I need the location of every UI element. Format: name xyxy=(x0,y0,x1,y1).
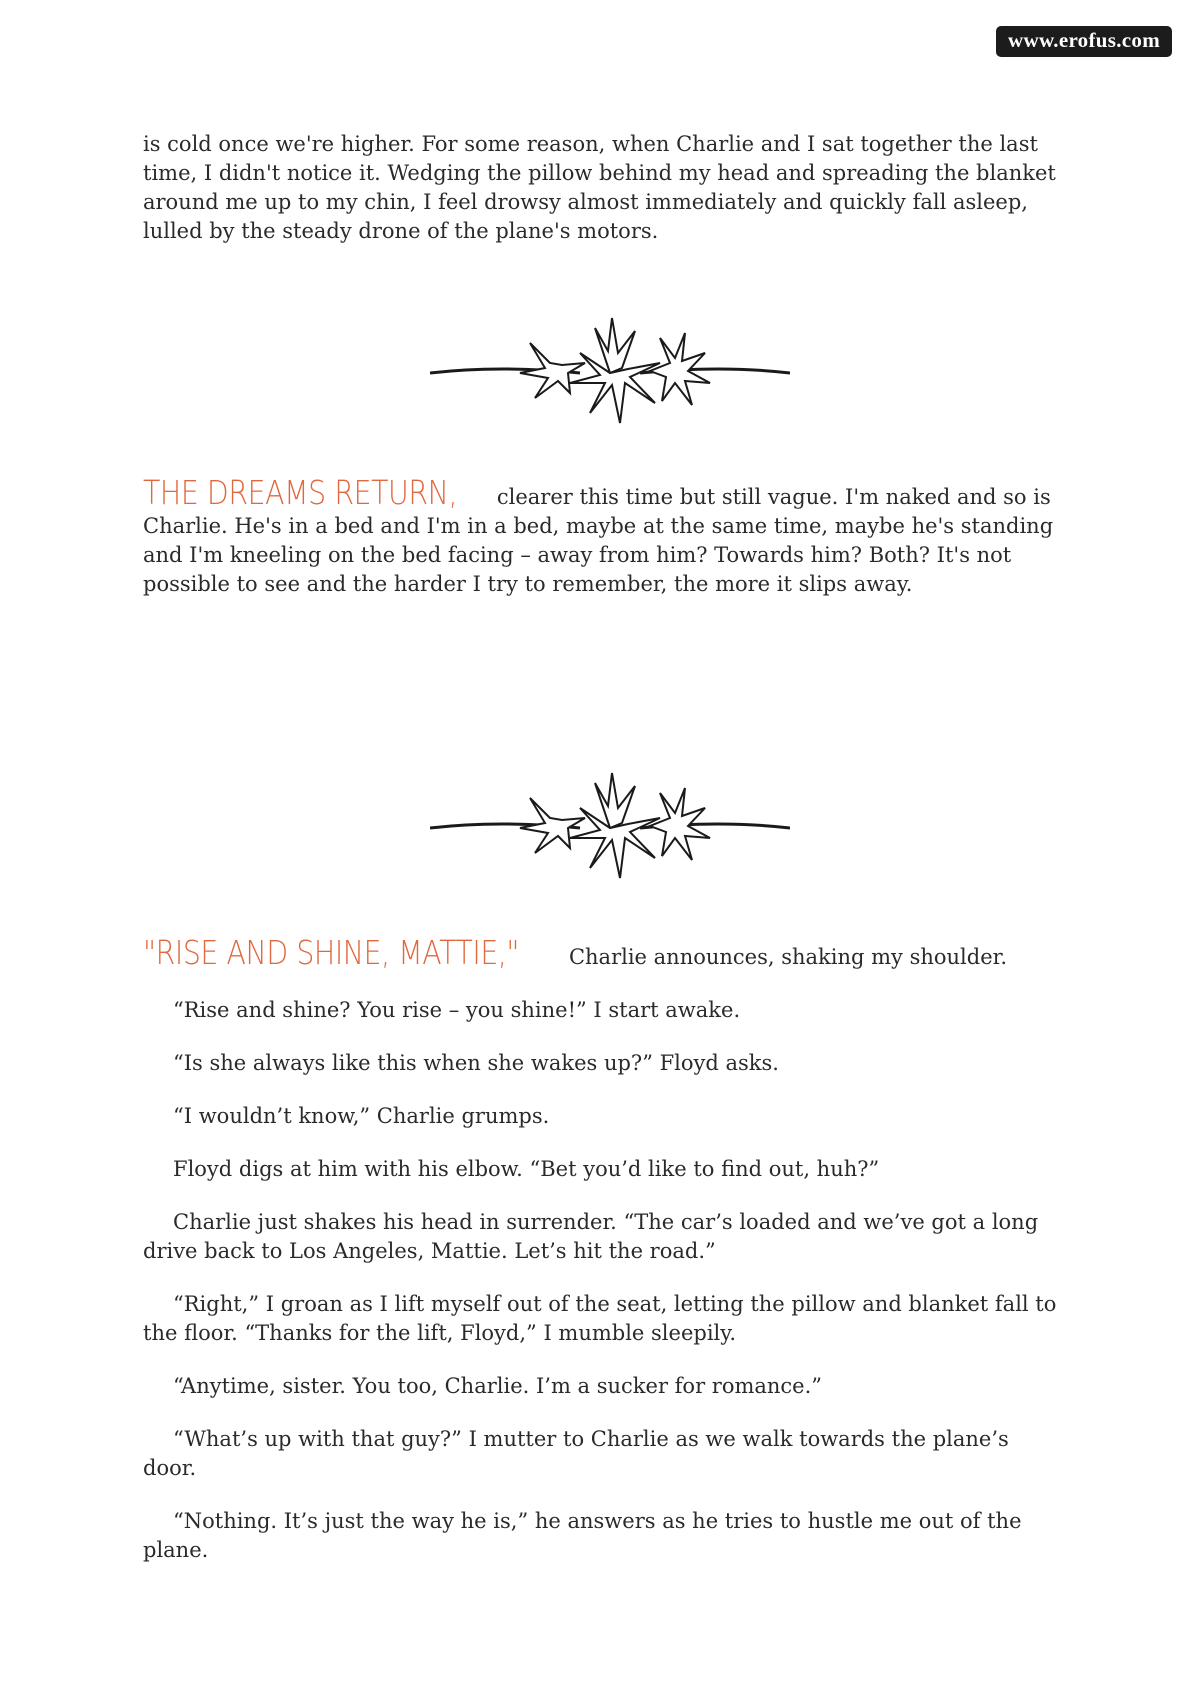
dialogue-paragraph: Floyd digs at him with his elbow. “Bet you’d like to find out, huh?” xyxy=(173,1157,880,1181)
dialogue-paragraph: “Right,” I groan as I lift myself out of the seat, letting the pillow and blanket fall to the floor. “Thanks for the lift, Floyd,” I mumble sleepily. xyxy=(143,1292,1057,1345)
intro-paragraph: is cold once we're higher. For some reason, when Charlie and I sat together the last time, I didn't notice it. Wedging the pillow behind my head and spreading the blanket around me up to my chin, I feel drowsy almost immediately and quickly fall asleep, lulled by the steady drone of the plane's motors. xyxy=(143,132,1056,243)
intro-block xyxy=(143,130,1068,246)
dialogue-paragraph: “What’s up with that guy?” I mutter to Charlie as we walk towards the plane’s door. xyxy=(143,1427,1009,1480)
section-1 xyxy=(143,473,1068,599)
section-2 xyxy=(143,933,1068,1565)
lily-flourish-icon xyxy=(430,768,790,908)
section-2-text: Charlie announces, shaking my shoulder. xyxy=(562,945,1008,969)
dialogue-paragraph: “Nothing. It’s just the way he is,” he answers as he tries to hustle me out of the plane. xyxy=(143,1509,1022,1562)
dialogue-paragraph: Charlie just shakes his head in surrender. “The car’s loaded and we’ve got a long drive back to Los Angeles, Mattie. Let’s hit the road.” xyxy=(143,1210,1039,1263)
section-2-opening xyxy=(143,933,1068,972)
section-1-paragraph xyxy=(143,473,1068,599)
dialogue-paragraph: “Is she always like this when she wakes up?” Floyd asks. xyxy=(173,1051,779,1075)
section-1-text: clearer this time but still vague. I'm naked and so is Charlie. He's in a bed and I'm in a bed, maybe at the same time, maybe he's standing and I'm kneeling on the bed facing – away from him? Towards him? Both? It's not possible to see and the harder I try to remember, the more it slips away. xyxy=(143,485,1054,596)
dialogue-paragraph: “Rise and shine? You rise – you shine!” I start awake. xyxy=(173,998,741,1022)
section-2-lead: "RISE AND SHINE, MATTIE," xyxy=(143,933,520,972)
dialogue-paragraph: “I wouldn’t know,” Charlie grumps. xyxy=(173,1104,550,1128)
section-1-lead: THE DREAMS RETURN, xyxy=(143,473,458,512)
dialogue-paragraph: “Anytime, sister. You too, Charlie. I’m a sucker for romance.” xyxy=(173,1374,823,1398)
watermark: www.erofus.com xyxy=(996,26,1172,57)
lily-flourish-icon xyxy=(430,313,790,453)
